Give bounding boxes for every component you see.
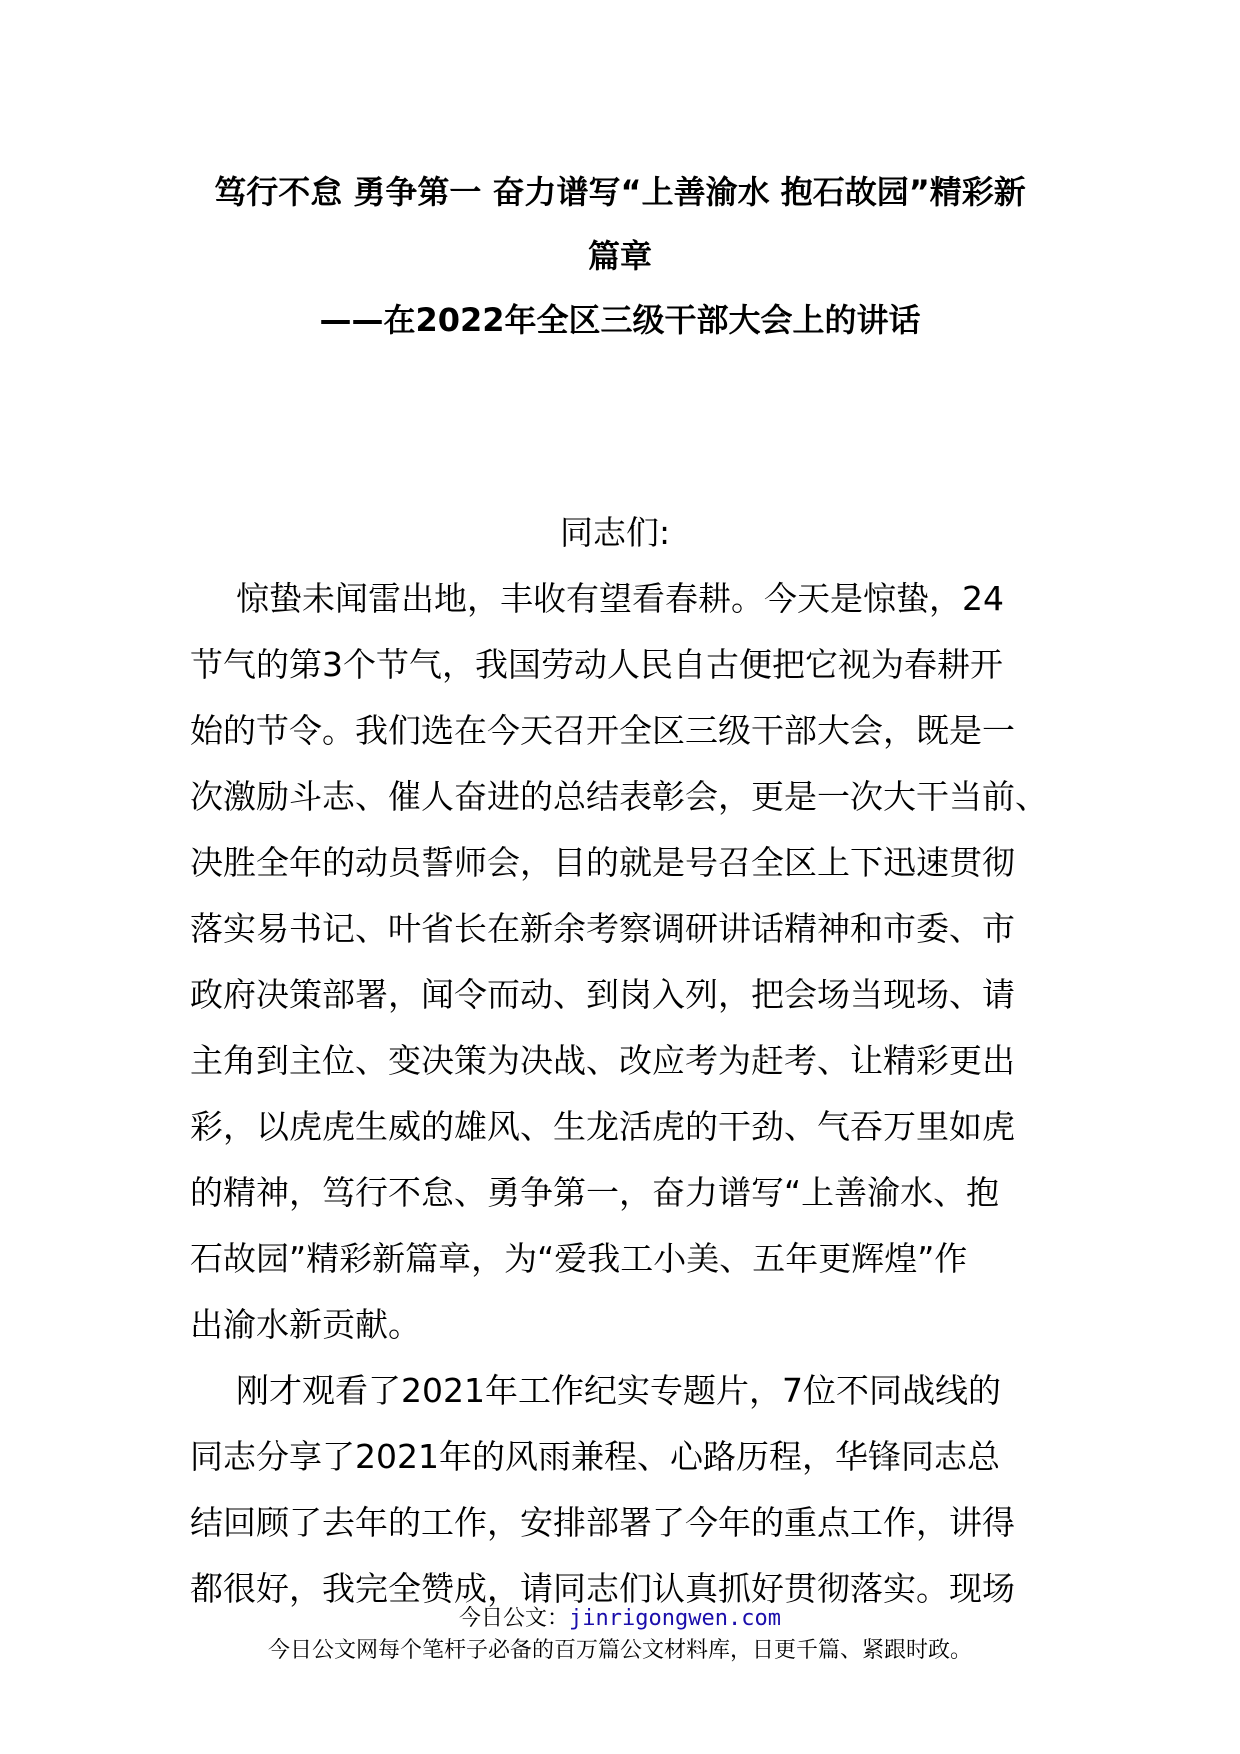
paragraph-line: 节气的第3个节气，我国劳动人民自古便把它视为春耕开 — [190, 645, 1003, 684]
paragraph-line: 刚才观看了2021年工作纪实专题片，7位不同战线的 — [236, 1371, 1001, 1410]
paragraph-line: 始的节令。我们选在今天召开全区三级干部大会，既是一 — [190, 711, 1015, 750]
paragraph-line: 结回顾了去年的工作，安排部署了今年的重点工作，讲得 — [190, 1503, 1015, 1542]
document-subtitle: ——在2022年全区三级干部大会上的讲话 — [319, 301, 921, 339]
paragraph-line: 政府决策部署，闻令而动、到岗入列，把会场当现场、请 — [190, 975, 1015, 1014]
paragraph-line: 石故园”精彩新篇章，为“爱我工小美、五年更辉煌”作 — [190, 1239, 968, 1278]
document-title-block — [180, 160, 1060, 352]
footer-site-line — [0, 1603, 1240, 1635]
paragraph-line: 惊蛰未闻雷出地，丰收有望看春耕。今天是惊蛰，24 — [236, 579, 1004, 618]
page-footer — [0, 1603, 1240, 1667]
paragraph-line: 彩，以虎虎生威的雄风、生龙活虎的干劲、气吞万里如虎 — [190, 1107, 1015, 1146]
document-body — [190, 566, 1060, 1622]
paragraph-line: 主角到主位、变决策为决战、改应考为赶考、让精彩更出 — [190, 1041, 1015, 1080]
paragraph-line: 都很好，我完全赞成，请同志们认真抓好贯彻落实。现场 — [190, 1569, 1015, 1608]
footer-site-label: 今日公文： — [459, 1606, 570, 1631]
paragraph-1 — [190, 566, 1060, 1358]
paragraph-line: 同志分享了2021年的风雨兼程、心路历程，华锋同志总 — [190, 1437, 1000, 1476]
paragraph-line: 落实易书记、叶省长在新余考察调研讲话精神和市委、市 — [190, 909, 1015, 948]
paragraph-line: 出渝水新贡献。 — [190, 1305, 421, 1344]
paragraph-line: 的精神，笃行不怠、勇争第一，奋力谱写“上善渝水、抱 — [190, 1173, 1000, 1212]
document-title-continued: 篇章 — [587, 237, 652, 275]
footer-site-link[interactable]: jinrigongwen.com — [569, 1606, 781, 1631]
paragraph-2 — [190, 1358, 1060, 1622]
document-title: 笃行不怠 勇争第一 奋力谱写“上善渝水 抱石故园”精彩新 — [214, 173, 1026, 211]
paragraph-line: 次激励斗志、催人奋进的总结表彰会，更是一次大干当前、 — [190, 777, 1048, 816]
salutation: 同志们: — [560, 513, 671, 552]
footer-tagline: 今日公文网每个笔杆子必备的百万篇公文材料库，日更千篇、紧跟时政。 — [267, 1638, 972, 1663]
paragraph-line: 决胜全年的动员誓师会，目的就是号召全区上下迅速贯彻 — [190, 843, 1015, 882]
